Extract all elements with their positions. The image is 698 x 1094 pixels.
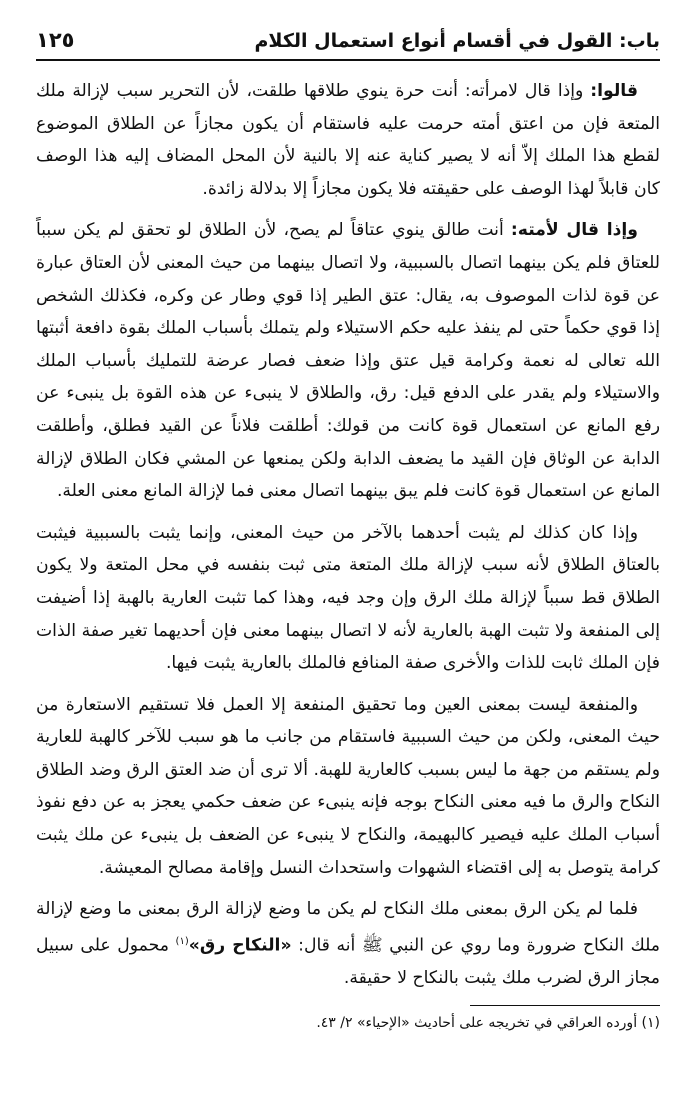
footnote: (١) أورده العراقي في تخريجه على أحاديث «الإحياء» ٢/ ٤٣.: [316, 1014, 660, 1031]
main-text: [36, 61, 660, 995]
footnote-divider: [470, 1005, 660, 1006]
paragraph-text: والمنفعة ليست بمعنى العين وما تحقيق المنفعة إلا العمل فلا تستقيم الاستعارة من حيث المعنى، ولكن من حيث السببية فاستقام من جانب ما هو سبب للآخر كالهبة للعارية ولم يستقم من جهة ما ليس بسبب كالعارية للهبة. ألا ترى أن ضد العتق الرق وضد الطلاق النكاح والرق ما فيه معنى النكاح بوجه فإنه ينبىء عن ضعف حكمي يعجز به عن دفع نفوذ أسباب الملك عليه فيصير كالبهيمة، والنكاح لا ينبىء عن الضعف بل ينبىء عن ملك يثبت كرامة يتوصل به إلى اقتضاء الشهوات واستحداث النسل وإقامة مصالح المعيشة.: [36, 694, 660, 878]
paragraph: [36, 75, 660, 205]
footnote-marker[interactable]: (١): [175, 935, 189, 947]
paragraph: [36, 689, 660, 885]
chapter-title: باب: القول في أقسام أنواع استعمال الكلام: [254, 30, 660, 52]
paragraph-text: وإذا قال لامرأته: أنت حرة ينوي طلاقها طلقت، لأن التحرير سبب لإزالة ملك المتعة فإن من اعتق أمته حرمت عليه فاستقام أن يكون مجازاً عن الطلاق الموضوع لقطع هذا الملك إلاّ أنه لا يصير كناية عنه إلا بالنية لأن المحل المضاف إليه هذا الوصف كان قابلاً لهذا الوصف على حقيقته فلا يكون مجازاً إلا بدلالة زائدة.: [36, 81, 660, 199]
hadith-quote: «النكاح رق»: [188, 935, 292, 956]
page-number: ١٢٥: [36, 28, 75, 52]
paragraph-text: أنت طالق ينوي عتاقاً لم يصح، لأن الطلاق لو تحقق لم يكن سبباً للعتاق فلم يكن بينهما اتصال بالسببية، ولا اتصال بينهما من حيث المعنى لأن العتاق عبارة عن قوة لذات الموصوف به، يقال: عتق الطير إذا قوي وطار عن وكره، فكذلك الشخص إذا قوي حكماً حتى لم ينفذ عليه حكم الاستيلاء ولم يتملك بأسباب الملك بقوة دافعة أثبتها الله تعالى له نعمة وكرامة قيل عتق وإذا ضعف فصار عرضة للتمليك بأسباب الملك والاستيلاء ولم يقدر على الدفع قيل: رق، والطلاق لا ينبىء عن هذه القوة بل ينبىء عن رفع المانع عن استعمال قوة كانت من قولك: أطلقت فلاناً عن القيد فطلق، وأطلقت الدابة عن الوثاق فإن القيد ما يضعف الدابة ولكن يمنعها عن المشي فكان الطلاق لإزالة المانع عن استعمال قوة كانت فلم يبق بينهما اتصال معنى فما لإزالة المانع معنى العلة.: [36, 220, 660, 502]
paragraph: [36, 893, 660, 995]
paragraph: [36, 214, 660, 507]
page-header: [36, 28, 660, 61]
paragraph-text: فلما لم يكن الرق بمعنى ملك النكاح لم يكن ما وضع لإزالة الرق بمعنى ما وضع لإزالة ملك النكاح ضرورة وما روي عن النبي ﷺ أنه قال:: [36, 899, 660, 956]
paragraph-lead: قالوا:: [590, 81, 638, 101]
paragraph-text: وإذا كان كذلك لم يثبت أحدهما بالآخر من حيث المعنى، وإنما يثبت بالسببية فيثبت بالعتاق الطلاق لأنه سبب لإزالة ملك المتعة متى ثبت بنفسه في محل المتعة ولا يكون الطلاق قط سبباً لإزالة ملك الرق وإن وجد فيه، وهذا كما تثبت العارية بالهبة إذا أضيفت إلى المنفعة ولا تثبت الهبة بالعارية لأنه لا اتصال بينهما معنى فإن أحديهما تغير صفة الذات فإن الملك ثابت للذات والأخرى صفة المنافع فالملك بالعارية يثبت فيها.: [36, 522, 660, 674]
paragraph-text: محمول على سبيل مجاز الرق لضرب ملك يثبت بالنكاح لا حقيقة.: [36, 935, 660, 989]
paragraph: [36, 517, 660, 680]
paragraph-lead: وإذا قال لأمته:: [510, 220, 638, 241]
